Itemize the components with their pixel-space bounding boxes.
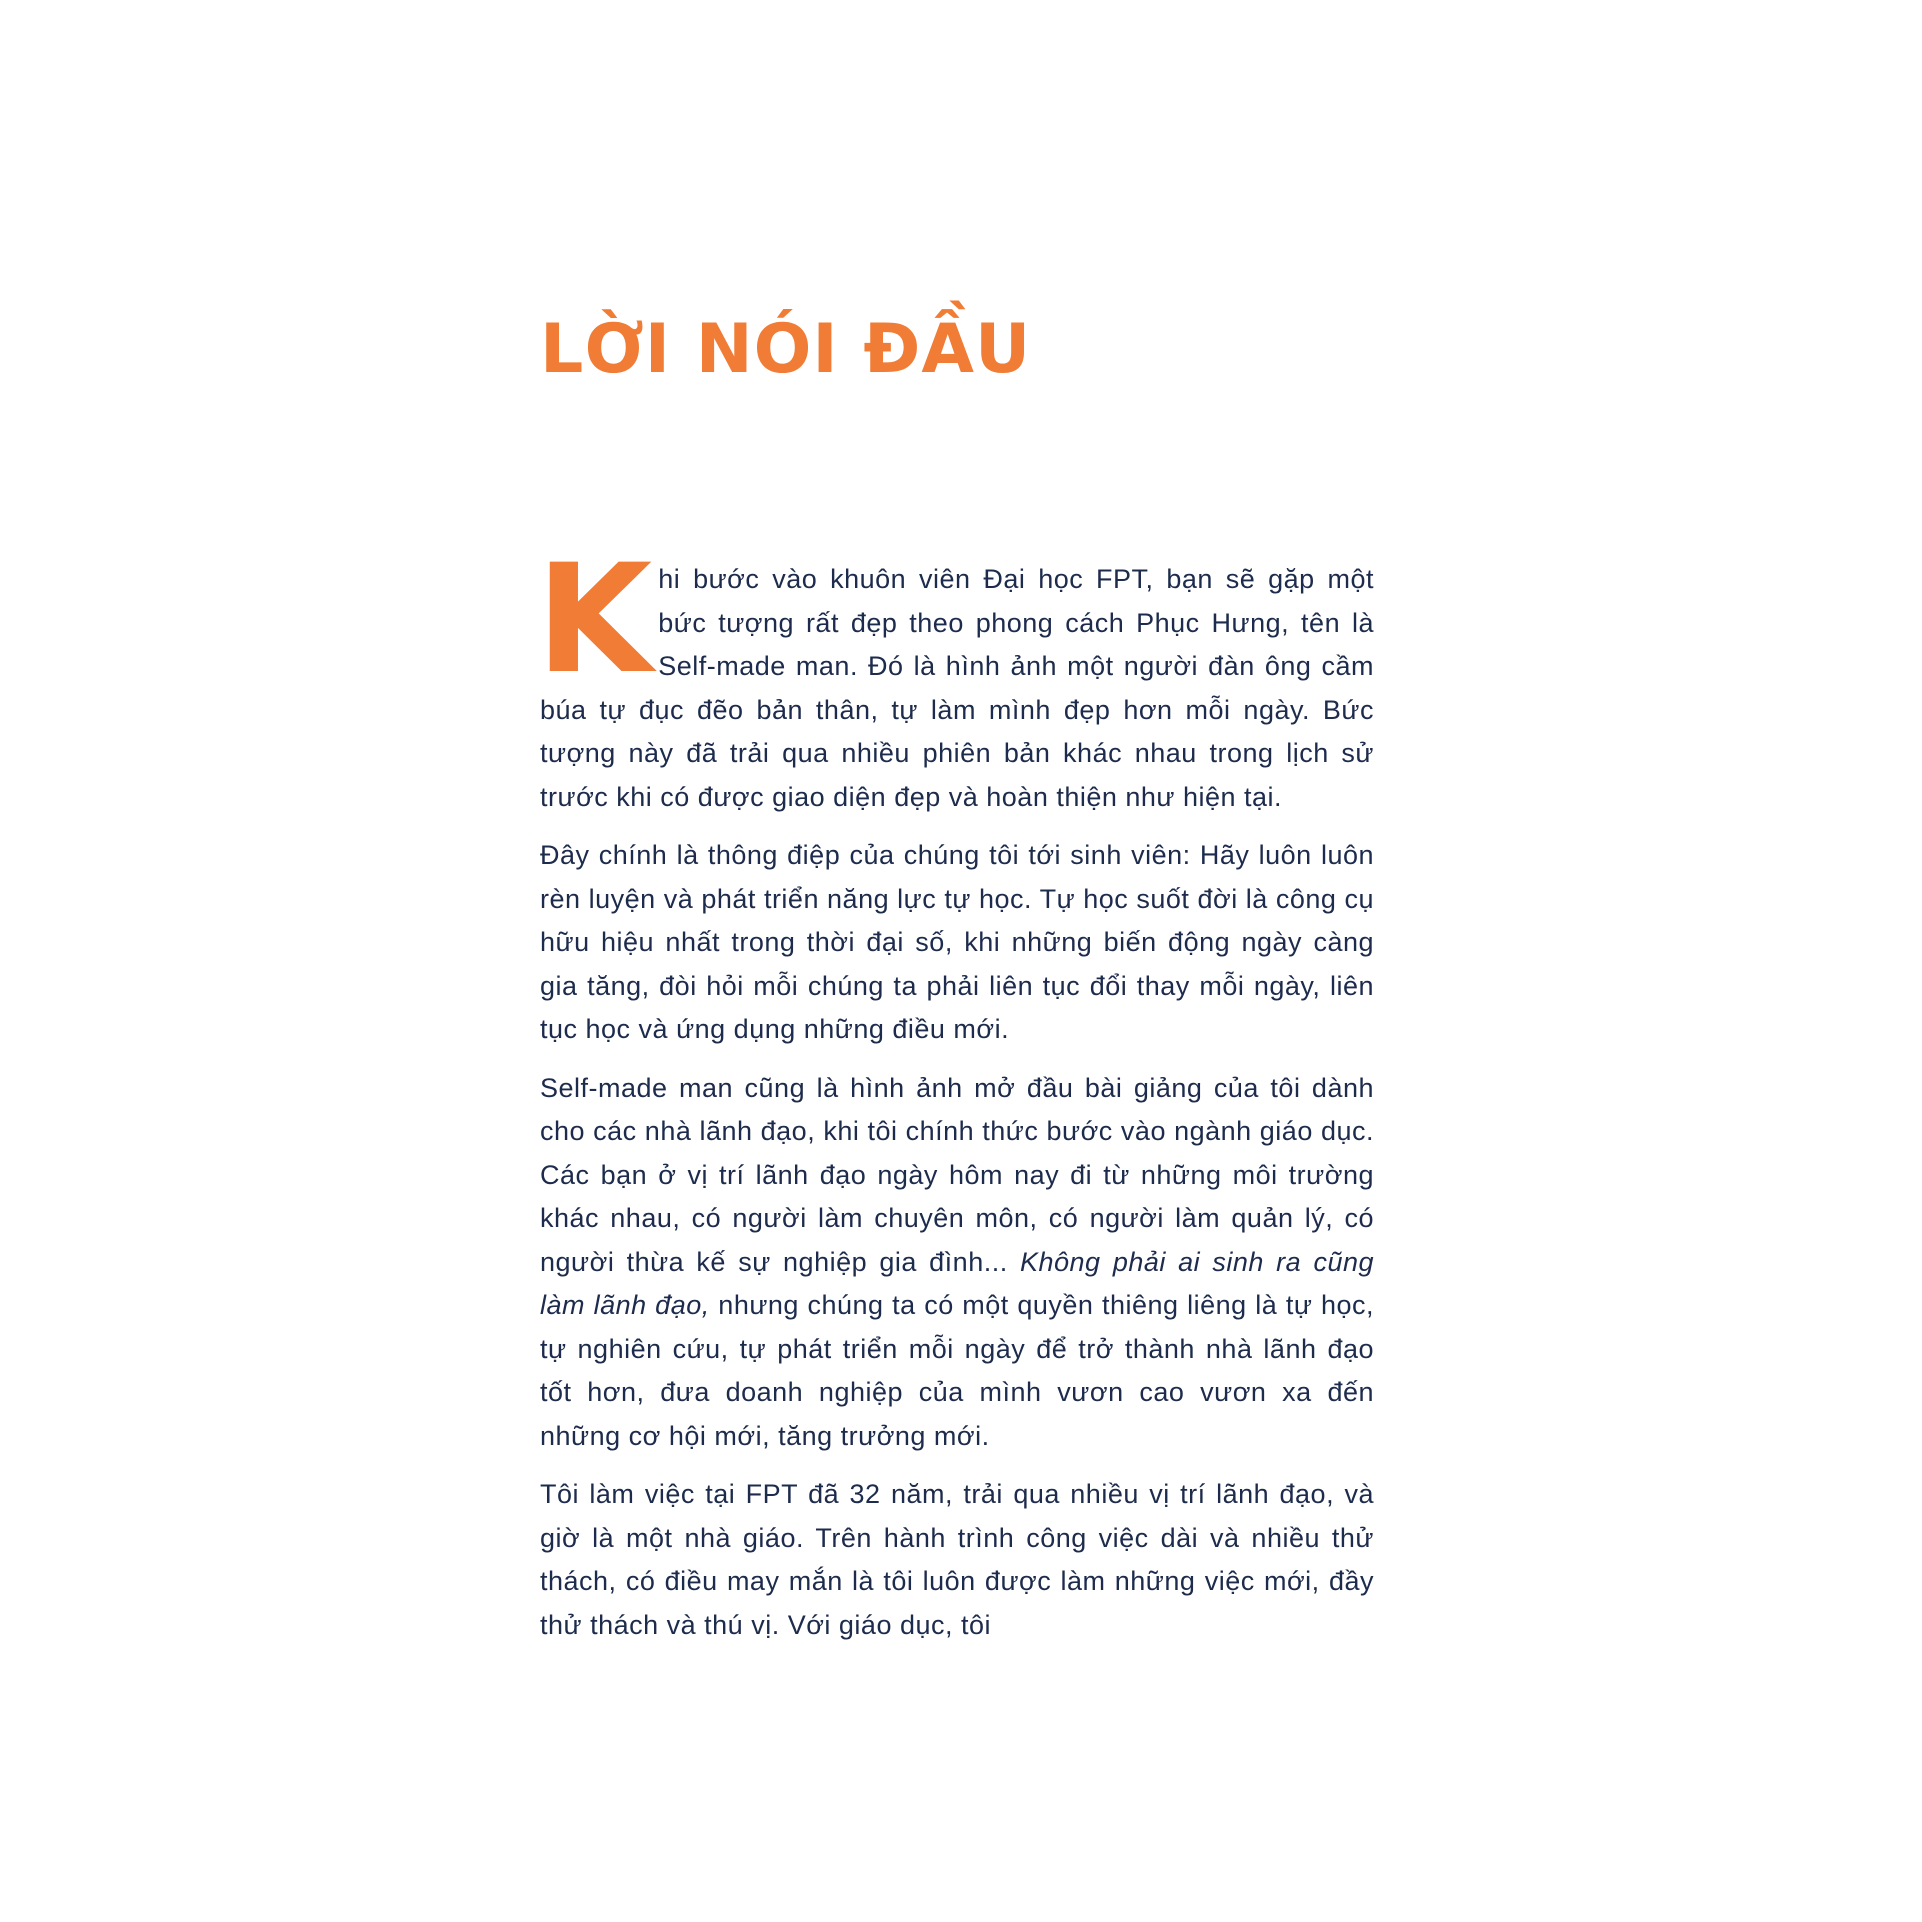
preface-body (536, 533, 1374, 1662)
paragraph-3-text-after: nhưng chúng ta có một quyền thiêng liêng là tự học, tự nghiên cứu, tự phát triển mỗi ngày để trở thành nhà lãnh đạo tốt hơn, đưa doanh nghiệp của mình vươn cao vươn xa đến những cơ hội mới, tăng trưởng mới. (540, 1290, 1374, 1451)
paragraph-3-italic-phrase: Không phải ai sinh ra cũng làm lãnh đạo, (540, 1246, 1374, 1320)
paragraph-4 (540, 1473, 1374, 1647)
drop-cap-letter: K (536, 533, 653, 707)
paragraph-1 (536, 533, 1374, 819)
paragraph-1-text: hi bước vào khuôn viên Đại học FPT, bạn sẽ gặp một bức tượng rất đẹp theo phong cách Phục Hưng, tên là Self-made man. Đó là hình ảnh một người đàn ông cầm búa tự đục đẽo bản thân, tự làm mình đẹp hơn mỗi ngày. Bức tượng này đã trải qua nhiều phiên bản khác nhau trong lịch sử trước khi có được giao diện đẹp và hoàn thiện như hiện tại. (540, 564, 1374, 812)
paragraph-2 (540, 834, 1374, 1052)
paragraph-2-text: Đây chính là thông điệp của chúng tôi tới sinh viên: Hãy luôn luôn rèn luyện và phát triển năng lực tự học. Tự học suốt đời là công cụ hữu hiệu nhất trong thời đại số, khi những biến động ngày càng gia tăng, đòi hỏi mỗi chúng ta phải liên tục đổi thay mỗi ngày, liên tục học và ứng dụng những điều mới. (540, 840, 1374, 1044)
paragraph-3 (540, 1067, 1374, 1459)
paragraph-4-text: Tôi làm việc tại FPT đã 32 năm, trải qua nhiều vị trí lãnh đạo, và giờ là một nhà giáo. Trên hành trình công việc dài và nhiều thử thách, có điều may mắn là tôi luôn được làm những việc mới, đầy thử thách và thú vị. Với giáo dục, tôi (540, 1479, 1374, 1640)
paragraph-3-text-before: Self-made man cũng là hình ảnh mở đầu bài giảng của tôi dành cho các nhà lãnh đạo, khi tôi chính thức bước vào ngành giáo dục. Các bạn ở vị trí lãnh đạo ngày hôm nay đi từ những môi trường khác nhau, có người làm chuyên môn, có người làm quản lý, có người thừa kế sự nghiệp gia đình... (540, 1072, 1374, 1277)
page-title: LỜI NÓI ĐẦU (540, 310, 1032, 389)
